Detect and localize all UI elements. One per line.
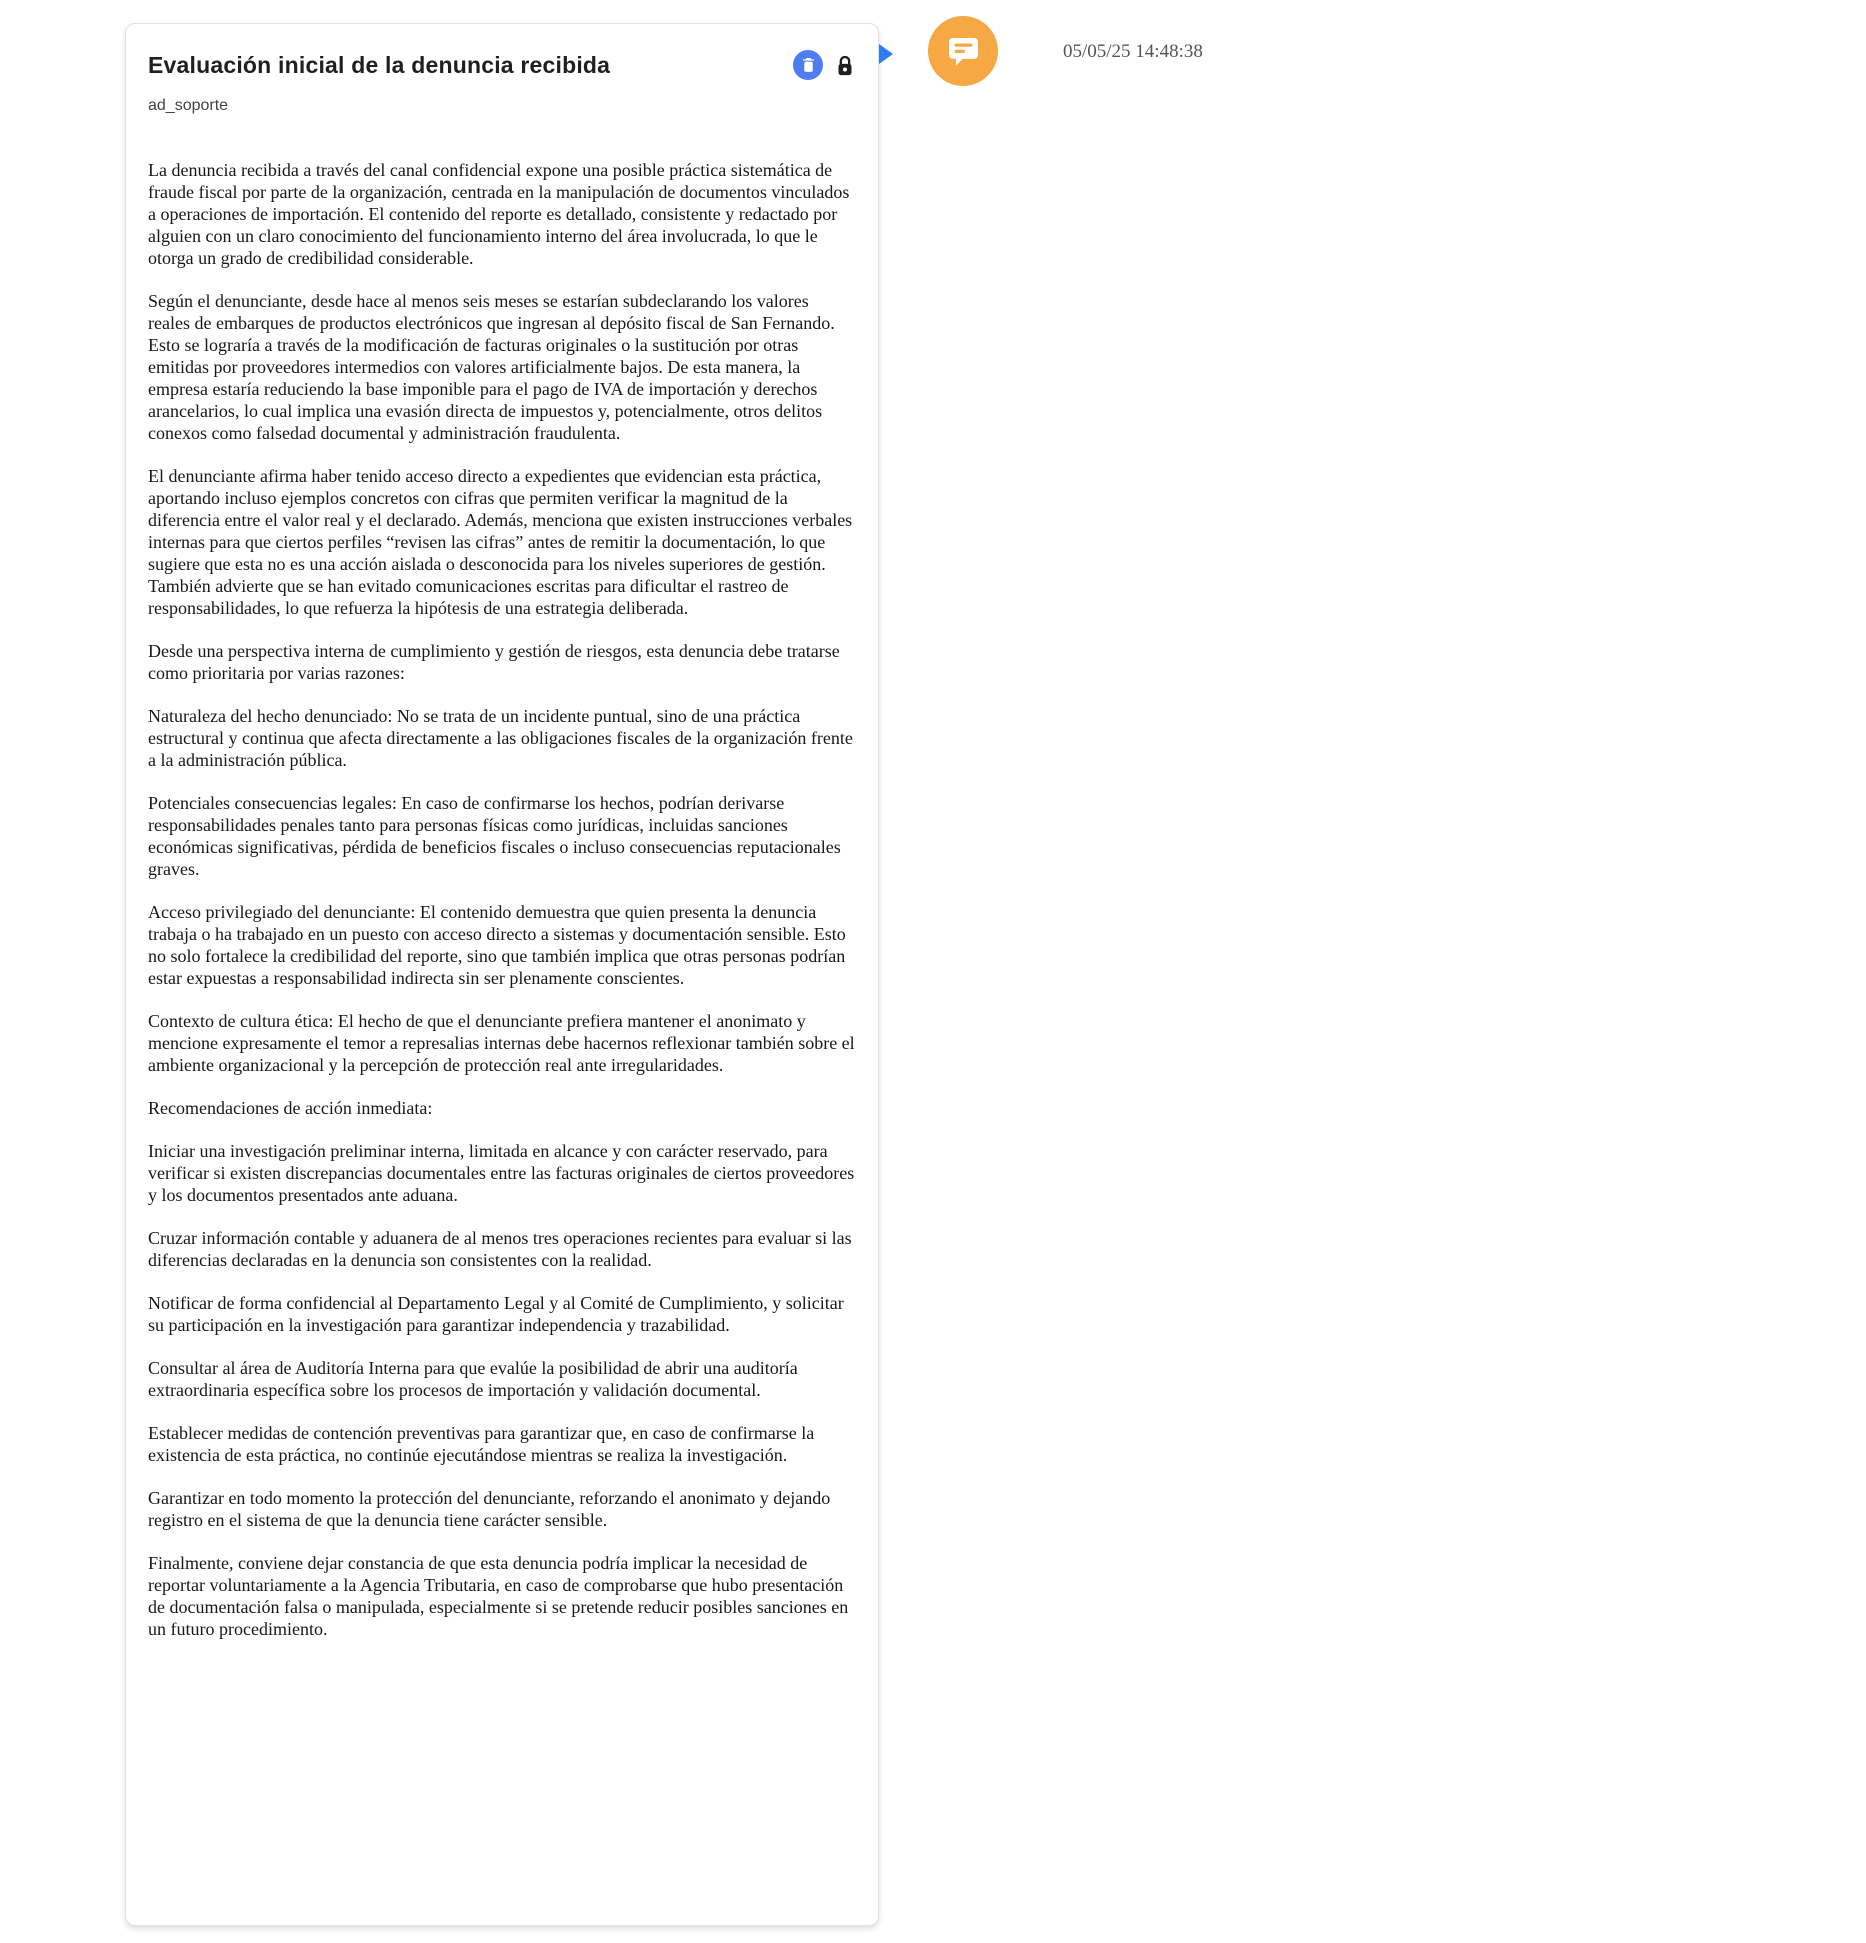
body-paragraph: Recomendaciones de acción inmediata: [148,1098,433,1118]
chat-icon [947,35,980,67]
body-paragraph: Establecer medidas de contención preventivas para garantizar que, en caso de confirmarse la existencia de esta práctica, no continúe ejecutándose mientras se realiza la investigación. [148,1423,815,1465]
body-paragraph: Iniciar una investigación preliminar interna, limitada en alcance y con carácter reservado, para verificar si existen discrepancias documentales entre las facturas originales de ciertos proveedores y los documentos presentados ante aduana. [148,1141,855,1205]
lock-icon [835,52,855,79]
body-paragraph: Notificar de forma confidencial al Departamento Legal y al Comité de Cumplimiento, y solicitar su participación en la investigación para garantizar independencia y trazabilidad. [148,1293,844,1335]
body-paragraph: Cruzar información contable y aduanera de al menos tres operaciones recientes para evaluar si las diferencias declaradas en la denuncia son consistentes con la realidad. [148,1228,852,1270]
card-title: Evaluación inicial de la denuncia recibida [148,52,611,78]
timestamp: 05/05/25 14:48:38 [1063,41,1203,62]
body-paragraph: La denuncia recibida a través del canal confidencial expone una posible práctica sistemática de fraude fiscal por parte de la organización, centrada en la manipulación de documentos vinculados a operaciones de importación. El contenido del reporte es detallado, consistente y redactado por alguien con un claro conocimiento del funcionamiento interno del área involucrada, lo que le otorga un grado de credibilidad considerable. [148,160,850,268]
body-paragraph: Contexto de cultura ética: El hecho de que el denunciante prefiera mantener el anonimato y mencione expresamente el temor a represalias internas debe hacernos reflexionar también sobre el ambiente organizacional y la percepción de protección real ante irregularidades. [148,1011,855,1075]
body-paragraph: El denunciante afirma haber tenido acceso directo a expedientes que evidencian esta práctica, aportando incluso ejemplos concretos con cifras que permiten verificar la magnitud de la diferencia entre el valor real y el declarado. Además, menciona que existen instrucciones verbales internas para que ciertos perfiles “revisen las cifras” antes de remitir la documentación, lo que sugiere que esta no es una acción aislada o desconocida para los niveles superiores de gestión. También advierte que se han evitado comunicaciones escritas para dificultar el rastreo de responsabilidades, lo que refuerza la hipótesis de una estrategia deliberada. [148,466,853,618]
comment-card [125,23,879,1926]
body-paragraph: Garantizar en todo momento la protección del denunciante, reforzando el anonimato y dejando registro en el sistema de que la denuncia tiene carácter sensible. [148,1488,831,1530]
body-paragraph: Naturaleza del hecho denunciado: No se trata de un incidente puntual, sino de una práctica estructural y continua que afecta directamente a las obligaciones fiscales de la organización frente a la administración pública. [148,706,853,770]
body-paragraph: Según el denunciante, desde hace al menos seis meses se estarían subdeclarando los valores reales de embarques de productos electrónicos que ingresan al depósito fiscal de San Fernando. Esto se lograría a través de la modificación de facturas originales o la sustitución por otras emitidas por proveedores intermedios con valores artificialmente bajos. De esta manera, la empresa estaría reduciendo la base imponible para el pago de IVA de importación y derechos arancelarios, lo cual implica una evasión directa de impuestos y, potencialmente, otros delitos conexos como falsedad documental y administración fraudulenta. [148,291,835,443]
trash-icon [800,56,817,74]
avatar [928,16,998,86]
body-paragraph: Potenciales consecuencias legales: En caso de confirmarse los hechos, podrían derivarse responsabilidades penales tanto para personas físicas como jurídicas, incluidas sanciones económicas significativas, pérdida de beneficios fiscales o incluso consecuencias reputacionales graves. [148,793,841,879]
author-label: ad_soporte [148,97,229,114]
body-paragraph: Consultar al área de Auditoría Interna para que evalúe la posibilidad de abrir una auditoría extraordinaria específica sobre los procesos de importación y validación documental. [148,1358,798,1400]
delete-button[interactable] [793,50,823,80]
body-paragraph: Acceso privilegiado del denunciante: El contenido demuestra que quien presenta la denuncia trabaja o ha trabajado en un puesto con acceso directo a sistemas y documentación sensible. Esto no solo fortalece la credibilidad del reporte, sino que también implica que otras personas podrían estar expuestas a responsabilidad indirecta sin ser plenamente conscientes. [148,902,846,988]
lock-button[interactable] [835,52,855,79]
card-header-icons [793,50,855,80]
body-paragraph: Finalmente, conviene dejar constancia de que esta denuncia podría implicar la necesidad de reportar voluntariamente a la Agencia Tributaria, en caso de comprobarse que hubo presentación de documentación falsa o manipulada, especialmente si se pretende reducir posibles sanciones en un futuro procedimiento. [148,1553,849,1639]
body-paragraph: Desde una perspectiva interna de cumplimiento y gestión de riesgos, esta denuncia debe tratarse como prioritaria por varias razones: [148,641,840,683]
card-body [148,159,855,1640]
connector-arrow-icon [879,44,893,64]
